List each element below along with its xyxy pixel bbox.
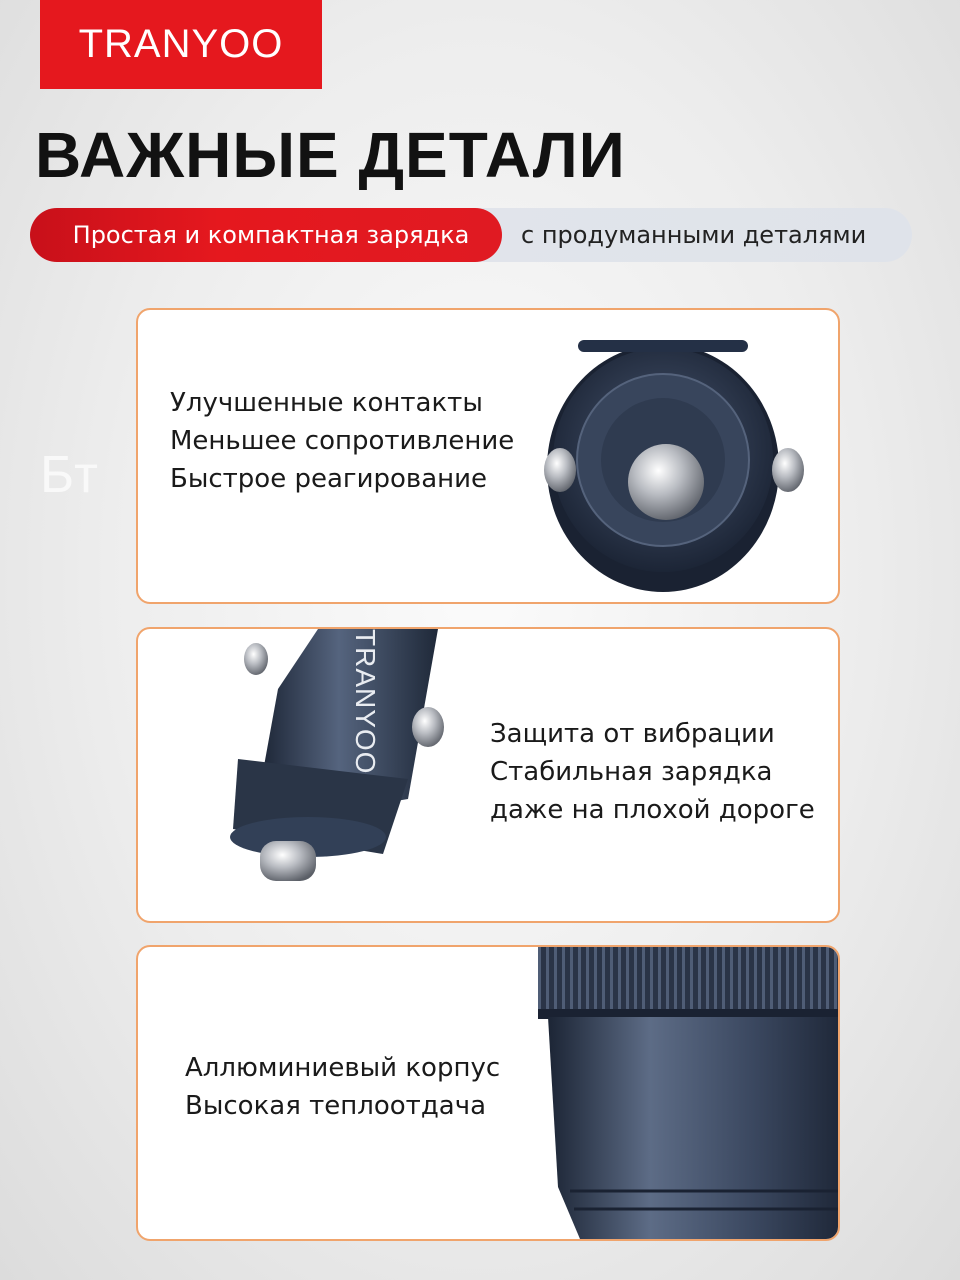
background-watermark: Бт — [40, 446, 98, 504]
brand-logo — [40, 0, 322, 89]
feature-card-text — [170, 384, 514, 498]
tagline-highlight-text: Простая и компактная зарядка — [72, 221, 470, 249]
feature-line: Меньшее сопротивление — [170, 426, 515, 456]
charger-side-image — [198, 629, 528, 921]
feature-line: Улучшенные контакты — [170, 388, 483, 418]
feature-line: Стабильная зарядка — [490, 757, 773, 787]
feature-card-text — [185, 1049, 500, 1125]
feature-card-text — [490, 715, 815, 829]
charger-front-image — [538, 310, 838, 602]
feature-line: Высокая теплоотдача — [185, 1091, 487, 1121]
charger-body-image — [530, 947, 840, 1239]
engraved-brand-text: TRANYOO — [350, 629, 381, 775]
feature-card-contacts — [136, 308, 840, 604]
feature-line: Быстрое реагирование — [170, 464, 488, 494]
feature-card-aluminum — [136, 945, 840, 1241]
feature-line: даже на плохой дороге — [490, 795, 815, 825]
tagline-rest-text: с продуманными деталями — [521, 221, 867, 249]
feature-card-vibration — [136, 627, 840, 923]
feature-line: Аллюминиевый корпус — [185, 1053, 501, 1083]
feature-line: Защита от вибрации — [490, 719, 775, 749]
brand-logo-text: TRANYOO — [78, 22, 284, 66]
page-title: ВАЖНЫЕ ДЕТАЛИ — [35, 119, 626, 191]
tagline-highlight — [30, 208, 502, 262]
